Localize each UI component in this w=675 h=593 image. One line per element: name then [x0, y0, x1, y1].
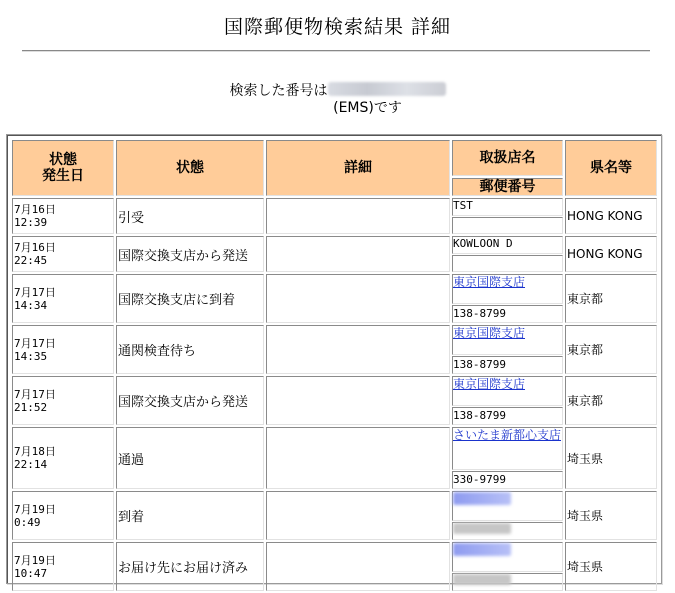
- store-name-box: [452, 376, 563, 406]
- table-row: [12, 325, 657, 374]
- header-status: 状態: [116, 140, 264, 196]
- postal-code-box: [452, 356, 563, 374]
- prefecture-cell: 東京都: [565, 274, 657, 323]
- store-name-box: [452, 542, 563, 572]
- status-cell: 引受: [116, 198, 264, 234]
- date: 7月16日: [14, 203, 56, 216]
- store-link[interactable]: 東京国際支店: [453, 377, 526, 391]
- header-store-name: 取扱店名: [452, 140, 563, 176]
- postal-code-box: [452, 217, 563, 234]
- tracking-table-frame: [6, 134, 662, 584]
- page-title: 国際郵便物検索結果 詳細: [223, 16, 452, 38]
- status-cell: 国際交換支店から発送: [116, 376, 264, 425]
- header-prefecture: 県名等: [565, 140, 657, 196]
- store-cell: [452, 236, 563, 272]
- date: 7月17日: [14, 285, 56, 299]
- result-prefix: 検索した番号は: [229, 83, 328, 99]
- result-suffix: (EMS)です: [333, 100, 402, 116]
- prefecture-cell: HONG KONG: [565, 198, 657, 234]
- status-cell: 通過: [116, 427, 264, 489]
- tracking-table: [10, 138, 659, 593]
- store-cell: [452, 376, 563, 425]
- status-cell: お届け先にお届け済み: [116, 542, 264, 591]
- details-cell: [266, 491, 450, 540]
- store-link[interactable]: 東京国際支店: [453, 275, 526, 289]
- date: 7月17日: [14, 336, 56, 350]
- datetime-cell: [12, 274, 114, 323]
- header-postal-code: 郵便番号: [452, 178, 563, 196]
- details-cell: [266, 325, 450, 374]
- store-name-box: [452, 236, 563, 254]
- postal-code-box: [452, 255, 563, 272]
- time: 22:45: [14, 254, 48, 267]
- time: 14:35: [14, 349, 48, 363]
- details-cell: [266, 427, 450, 489]
- store-link-redacted[interactable]: [453, 494, 511, 508]
- prefecture-cell: HONG KONG: [565, 236, 657, 272]
- datetime-cell: [12, 325, 114, 374]
- table-row: [12, 491, 657, 540]
- search-result-summary: [0, 82, 675, 117]
- time: 12:39: [14, 216, 48, 229]
- datetime-cell: [12, 427, 114, 489]
- prefecture-cell: 埼玉県: [565, 491, 657, 540]
- date: 7月16日: [14, 241, 56, 254]
- status-cell: 国際交換支店に到着: [116, 274, 264, 323]
- store-name-box: [452, 198, 563, 216]
- time: 21:52: [14, 400, 48, 414]
- datetime-cell: [12, 236, 114, 272]
- date: 7月19日: [14, 553, 56, 567]
- store-cell: [452, 198, 563, 234]
- time: 22:14: [14, 458, 48, 471]
- header-status-time: 状態 発生日: [12, 140, 114, 196]
- datetime-cell: [12, 198, 114, 234]
- details-cell: [266, 198, 450, 234]
- prefecture-cell: 東京都: [565, 325, 657, 374]
- datetime-cell: [12, 491, 114, 540]
- table-row: [12, 236, 657, 272]
- table-row: [12, 542, 657, 591]
- postal-code: 138-8799: [453, 307, 506, 320]
- store-cell: [452, 542, 563, 591]
- datetime-cell: [12, 542, 114, 591]
- prefecture-cell: 東京都: [565, 376, 657, 425]
- date: 7月17日: [14, 387, 56, 401]
- status-cell: 到着: [116, 491, 264, 540]
- store-cell: [452, 325, 563, 374]
- store-name: KOWLOON D: [453, 237, 513, 250]
- table-row: [12, 376, 657, 425]
- store-name-box: [452, 427, 563, 470]
- date: 7月18日: [14, 445, 56, 458]
- store-name: TST: [453, 199, 473, 212]
- time: 0:49: [14, 515, 41, 529]
- postal-code-box: [452, 471, 563, 489]
- header-details: 詳細: [266, 140, 450, 196]
- store-link[interactable]: さいたま新都心支店: [453, 428, 562, 442]
- details-cell: [266, 274, 450, 323]
- details-cell: [266, 376, 450, 425]
- date: 7月19日: [14, 502, 56, 516]
- postal-code-redacted: [453, 523, 511, 534]
- redacted-tracking-number: [328, 82, 446, 96]
- time: 14:34: [14, 298, 48, 312]
- store-name-box: [452, 491, 563, 521]
- store-cell: [452, 427, 563, 489]
- postal-code-box: [452, 305, 563, 323]
- details-cell: [266, 236, 450, 272]
- postal-code: 330-9799: [453, 473, 506, 486]
- details-cell: [266, 542, 450, 591]
- prefecture-cell: 埼玉県: [565, 427, 657, 489]
- table-row: [12, 274, 657, 323]
- datetime-cell: [12, 376, 114, 425]
- time: 10:47: [14, 566, 48, 580]
- postal-code-redacted: [453, 574, 511, 585]
- status-cell: 通関検査待ち: [116, 325, 264, 374]
- status-cell: 国際交換支店から発送: [116, 236, 264, 272]
- postal-code: 138-8799: [453, 409, 506, 422]
- store-name-box: [452, 325, 563, 355]
- postal-code-box: [452, 407, 563, 425]
- store-link-redacted[interactable]: [453, 545, 511, 559]
- postal-code-box: [452, 522, 563, 540]
- table-row: [12, 427, 657, 489]
- prefecture-cell: 埼玉県: [565, 542, 657, 591]
- store-cell: [452, 274, 563, 323]
- store-link[interactable]: 東京国際支店: [453, 326, 526, 340]
- store-cell: [452, 491, 563, 540]
- postal-code-box: [452, 573, 563, 591]
- postal-code: 138-8799: [453, 358, 506, 371]
- table-row: [12, 198, 657, 234]
- title-divider: [22, 50, 650, 52]
- store-name-box: [452, 274, 563, 304]
